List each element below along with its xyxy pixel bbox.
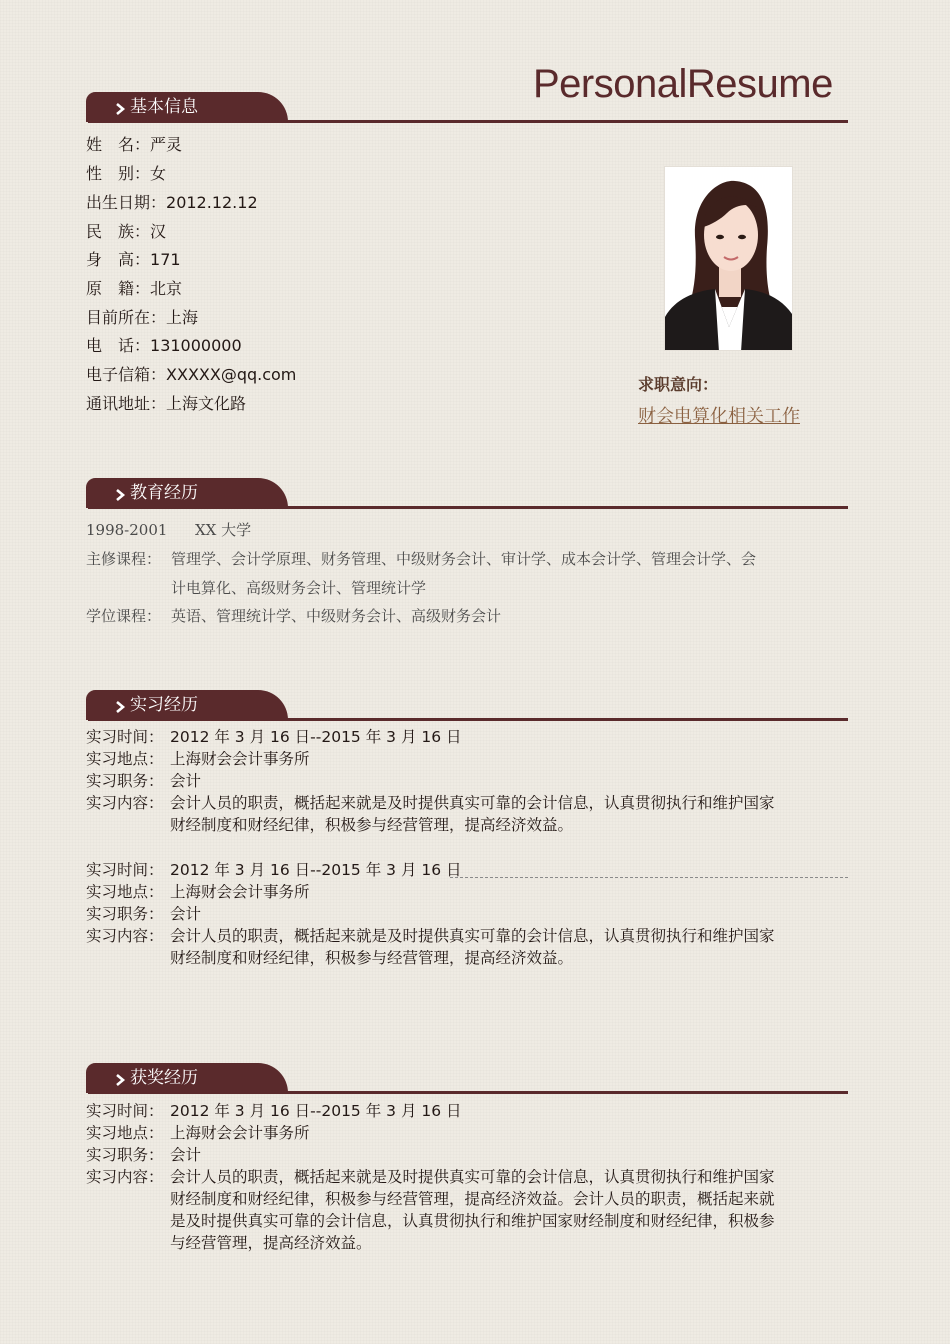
info-value[interactable]: XXXXX@qq.com [166, 365, 297, 384]
info-value: 北京 [150, 279, 183, 298]
field-label: 实习职务： [86, 772, 164, 790]
info-label: 姓 名： [86, 135, 151, 154]
section-title-awards: 获奖经历 [130, 1068, 198, 1088]
field-label: 实习地点： [86, 1124, 164, 1142]
internship-content-cont [86, 814, 775, 836]
field-value: 会计 [170, 905, 202, 923]
edu-degree-label: 学位课程： [86, 607, 162, 625]
info-label: 目前所在： [86, 308, 167, 327]
field-value: 2012 年 3 月 16 日--2015 年 3 月 16 日 [170, 861, 462, 879]
info-row-email [86, 365, 296, 385]
avatar-portrait-icon [665, 167, 793, 351]
info-label: 身 高： [86, 250, 151, 269]
award-time [86, 1100, 775, 1122]
field-value: 2012 年 3 月 16 日--2015 年 3 月 16 日 [170, 728, 462, 746]
info-label: 电 话： [86, 336, 151, 355]
info-label: 民 族： [86, 222, 151, 241]
profile-photo [664, 166, 793, 351]
field-value: 是及时提供真实可靠的会计信息，认真贯彻执行和维护国家财经制度和财经纪律，积极参 [170, 1212, 775, 1230]
internship-entry-1 [86, 726, 775, 836]
edu-major-line1: 管理学、会计学原理、财务管理、中级财务会计、审计学、成本会计学、管理会计学、会 [171, 550, 757, 568]
info-value: 严灵 [150, 135, 183, 154]
section-title-basic: 基本信息 [130, 97, 198, 117]
field-value: 上海财会会计事务所 [170, 750, 310, 768]
section-tab-basic [86, 92, 288, 122]
info-value: 171 [150, 250, 181, 269]
field-label: 实习地点： [86, 750, 164, 768]
info-value: 上海文化路 [166, 394, 247, 413]
chevron-right-icon [114, 1074, 126, 1086]
info-value: 2012.12.12 [166, 193, 258, 212]
internship-content [86, 925, 775, 947]
field-label: 实习内容： [86, 927, 164, 945]
section-tab-internship [86, 690, 288, 720]
info-row-birthday [86, 193, 258, 213]
field-label: 实习内容： [86, 794, 164, 812]
info-row-address [86, 394, 246, 414]
section-tab-education [86, 478, 288, 508]
job-intent-label: 求职意向： [638, 375, 719, 394]
internship-place [86, 748, 775, 770]
edu-major-label: 主修课程： [86, 550, 162, 568]
edu-period: 1998-2001 [86, 521, 168, 539]
info-value: 女 [150, 164, 167, 183]
field-label: 实习内容： [86, 1168, 164, 1186]
edu-degree-value: 英语、管理统计学、中级财务会计、高级财务会计 [171, 607, 502, 625]
internship-entry-2 [86, 859, 775, 969]
award-content-cont [86, 1232, 775, 1254]
award-content-cont [86, 1188, 775, 1210]
info-row-origin [86, 279, 182, 299]
field-value: 与经营管理，提高经济效益。 [170, 1234, 372, 1252]
field-label: 实习时间： [86, 861, 164, 879]
info-row-height [86, 250, 181, 270]
field-label: 实习时间： [86, 728, 164, 746]
info-row-phone [86, 336, 242, 356]
section-title-education: 教育经历 [130, 483, 198, 503]
chevron-right-icon [114, 103, 126, 115]
field-value: 2012 年 3 月 16 日--2015 年 3 月 16 日 [170, 1102, 462, 1120]
job-intent-link[interactable]: 财会电算化相关工作 [638, 406, 800, 427]
info-label: 电子信箱： [86, 365, 167, 384]
award-place [86, 1122, 775, 1144]
field-value: 会计 [170, 772, 202, 790]
field-label: 实习职务： [86, 905, 164, 923]
field-value: 上海财会会计事务所 [170, 1124, 310, 1142]
section-tab-awards [86, 1063, 288, 1093]
internship-time [86, 726, 775, 748]
field-label: 实习时间： [86, 1102, 164, 1120]
info-row-location [86, 308, 198, 328]
field-value: 财经制度和财经纪律，积极参与经营管理，提高经济效益。 [170, 949, 574, 967]
award-entry [86, 1100, 775, 1254]
field-label: 实习职务： [86, 1146, 164, 1164]
internship-time [86, 859, 775, 881]
info-label: 通讯地址： [86, 394, 167, 413]
field-value: 会计人员的职责，概括起来就是及时提供真实可靠的会计信息，认真贯彻执行和维护国家 [170, 927, 775, 945]
internship-place [86, 881, 775, 903]
info-row-gender [86, 164, 166, 184]
internship-content-cont [86, 947, 775, 969]
info-row-ethnicity [86, 222, 166, 242]
info-value: 上海 [166, 308, 199, 327]
field-value: 财经制度和财经纪律，积极参与经营管理，提高经济效益。会计人员的职责，概括起来就 [170, 1190, 775, 1208]
info-label: 性 别： [86, 164, 151, 183]
info-value: 131000000 [150, 336, 242, 355]
internship-content [86, 792, 775, 814]
edu-school: XX 大学 [195, 521, 252, 539]
info-value: 汉 [150, 222, 167, 241]
brand-title: PersonalResume [533, 62, 833, 106]
section-title-internship: 实习经历 [130, 695, 198, 715]
info-row-name [86, 135, 182, 155]
field-value: 会计人员的职责，概括起来就是及时提供真实可靠的会计信息，认真贯彻执行和维护国家 [170, 794, 775, 812]
award-content-cont [86, 1210, 775, 1232]
field-value: 上海财会会计事务所 [170, 883, 310, 901]
chevron-right-icon [114, 489, 126, 501]
field-value: 会计 [170, 1146, 202, 1164]
internship-role [86, 903, 775, 925]
field-value: 会计人员的职责，概括起来就是及时提供真实可靠的会计信息，认真贯彻执行和维护国家 [170, 1168, 775, 1186]
chevron-right-icon [114, 701, 126, 713]
info-label: 出生日期： [86, 193, 167, 212]
field-label: 实习地点： [86, 883, 164, 901]
info-label: 原 籍： [86, 279, 151, 298]
field-value: 财经制度和财经纪律，积极参与经营管理，提高经济效益。 [170, 816, 574, 834]
award-role [86, 1144, 775, 1166]
edu-major-line2: 计电算化、高级财务会计、管理统计学 [171, 579, 427, 597]
internship-role [86, 770, 775, 792]
award-content [86, 1166, 775, 1188]
